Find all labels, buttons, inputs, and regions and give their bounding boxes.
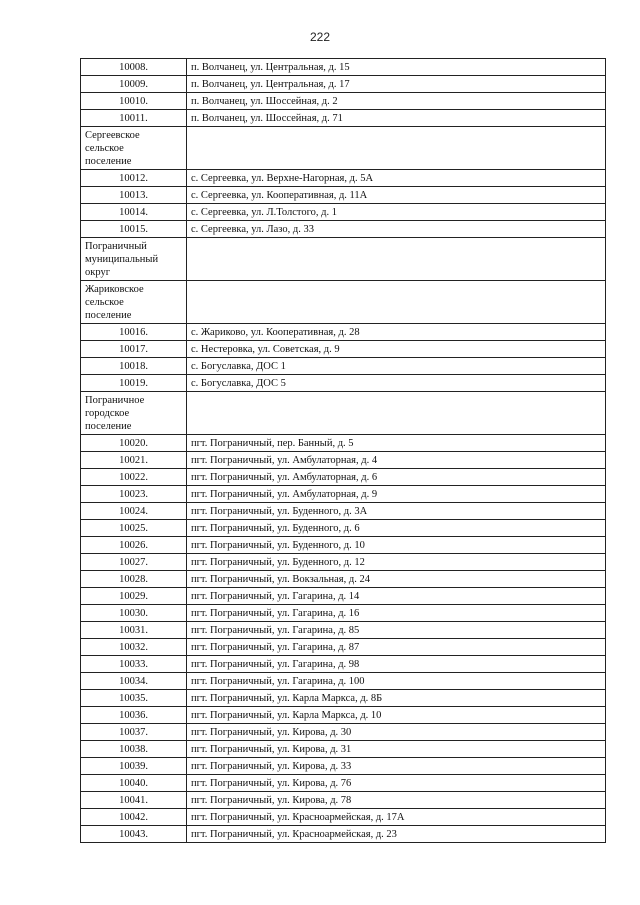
entry-address: с. Сергеевка, ул. Л.Толстого, д. 1	[187, 204, 606, 221]
entry-address: пгт. Пограничный, ул. Кирова, д. 33	[187, 758, 606, 775]
entry-number: 10015.	[81, 221, 187, 238]
region-name-line: поселение	[85, 156, 132, 167]
table-row	[81, 673, 606, 690]
table-row	[81, 170, 606, 187]
entry-address: с. Сергеевка, ул. Кооперативная, д. 11А	[187, 187, 606, 204]
entry-address: пгт. Пограничный, ул. Амбулаторная, д. 6	[187, 469, 606, 486]
entry-address: пгт. Пограничный, ул. Вокзальная, д. 24	[187, 571, 606, 588]
table-row	[81, 187, 606, 204]
entry-number: 10021.	[81, 452, 187, 469]
table-row	[81, 622, 606, 639]
table-row	[81, 775, 606, 792]
region-header-row	[81, 392, 606, 435]
entry-address: п. Волчанец, ул. Шоссейная, д. 71	[187, 110, 606, 127]
region-name-line: сельское	[85, 297, 124, 308]
entry-number: 10025.	[81, 520, 187, 537]
entry-number: 10017.	[81, 341, 187, 358]
table-row	[81, 59, 606, 76]
entry-number: 10028.	[81, 571, 187, 588]
table-row	[81, 93, 606, 110]
table-row	[81, 375, 606, 392]
entry-address: с. Богуславка, ДОС 1	[187, 358, 606, 375]
region-name-line: муниципальный	[85, 254, 159, 265]
region-name-line: Жариковское	[85, 284, 144, 295]
entry-number: 10032.	[81, 639, 187, 656]
table-row	[81, 435, 606, 452]
entry-number: 10033.	[81, 656, 187, 673]
entry-address: пгт. Пограничный, ул. Буденного, д. 12	[187, 554, 606, 571]
entry-address: пгт. Пограничный, ул. Буденного, д. 10	[187, 537, 606, 554]
empty-cell	[187, 238, 606, 281]
entry-number: 10016.	[81, 324, 187, 341]
entry-address: п. Волчанец, ул. Центральная, д. 15	[187, 59, 606, 76]
entry-number: 10041.	[81, 792, 187, 809]
entry-number: 10014.	[81, 204, 187, 221]
entry-number: 10012.	[81, 170, 187, 187]
entry-address: пгт. Пограничный, ул. Кирова, д. 76	[187, 775, 606, 792]
entry-number: 10026.	[81, 537, 187, 554]
entry-number: 10011.	[81, 110, 187, 127]
entry-address: пгт. Пограничный, ул. Карла Маркса, д. 10	[187, 707, 606, 724]
entry-address: пгт. Пограничный, ул. Амбулаторная, д. 9	[187, 486, 606, 503]
region-name-line: поселение	[85, 421, 132, 432]
table-row	[81, 724, 606, 741]
region-name	[81, 281, 187, 324]
entry-number: 10019.	[81, 375, 187, 392]
empty-cell	[187, 392, 606, 435]
table-row	[81, 554, 606, 571]
entry-number: 10029.	[81, 588, 187, 605]
page-number: 222	[309, 30, 331, 44]
entry-address: п. Волчанец, ул. Шоссейная, д. 2	[187, 93, 606, 110]
entry-address: пгт. Пограничный, ул. Гагарина, д. 85	[187, 622, 606, 639]
table-row	[81, 588, 606, 605]
entry-address: п. Волчанец, ул. Центральная, д. 17	[187, 76, 606, 93]
table-row	[81, 741, 606, 758]
table-row	[81, 341, 606, 358]
entry-number: 10010.	[81, 93, 187, 110]
table-row	[81, 605, 606, 622]
entry-number: 10031.	[81, 622, 187, 639]
region-name	[81, 238, 187, 281]
entry-address: пгт. Пограничный, ул. Гагарина, д. 87	[187, 639, 606, 656]
entry-number: 10035.	[81, 690, 187, 707]
empty-cell	[187, 281, 606, 324]
entry-number: 10009.	[81, 76, 187, 93]
entry-address: с. Сергеевка, ул. Верхне-Нагорная, д. 5А	[187, 170, 606, 187]
entry-number: 10024.	[81, 503, 187, 520]
region-name-line: Пограничный	[85, 241, 147, 252]
entry-address: с. Богуславка, ДОС 5	[187, 375, 606, 392]
entry-address: пгт. Пограничный, ул. Буденного, д. 6	[187, 520, 606, 537]
entry-number: 10027.	[81, 554, 187, 571]
region-name-line: Пограничное	[85, 395, 145, 406]
table-row	[81, 792, 606, 809]
entry-number: 10038.	[81, 741, 187, 758]
entry-address: с. Нестеровка, ул. Советская, д. 9	[187, 341, 606, 358]
entry-number: 10034.	[81, 673, 187, 690]
table-row	[81, 571, 606, 588]
entry-number: 10042.	[81, 809, 187, 826]
entry-address: пгт. Пограничный, ул. Буденного, д. 3А	[187, 503, 606, 520]
entry-address: пгт. Пограничный, ул. Карла Маркса, д. 8Б	[187, 690, 606, 707]
region-name-line: Сергеевское	[85, 130, 140, 141]
entry-address: пгт. Пограничный, ул. Гагарина, д. 98	[187, 656, 606, 673]
table-row	[81, 110, 606, 127]
entry-address: с. Жариково, ул. Кооперативная, д. 28	[187, 324, 606, 341]
region-name	[81, 392, 187, 435]
entry-number: 10043.	[81, 826, 187, 843]
entry-address: пгт. Пограничный, ул. Гагарина, д. 14	[187, 588, 606, 605]
table-row	[81, 486, 606, 503]
entry-address: пгт. Пограничный, ул. Кирова, д. 31	[187, 741, 606, 758]
entry-number: 10018.	[81, 358, 187, 375]
entry-number: 10039.	[81, 758, 187, 775]
entry-number: 10030.	[81, 605, 187, 622]
table-row	[81, 358, 606, 375]
entry-address: пгт. Пограничный, ул. Гагарина, д. 16	[187, 605, 606, 622]
table-row	[81, 469, 606, 486]
entry-address: с. Сергеевка, ул. Лазо, д. 33	[187, 221, 606, 238]
region-header-row	[81, 281, 606, 324]
table-row	[81, 639, 606, 656]
address-table	[80, 58, 606, 843]
region-name	[81, 127, 187, 170]
entry-address: пгт. Пограничный, ул. Красноармейская, д. 23	[187, 826, 606, 843]
entry-address: пгт. Пограничный, ул. Красноармейская, д. 17А	[187, 809, 606, 826]
table-row	[81, 204, 606, 221]
entry-number: 10022.	[81, 469, 187, 486]
entry-number: 10023.	[81, 486, 187, 503]
table-row	[81, 452, 606, 469]
entry-address: пгт. Пограничный, пер. Банный, д. 5	[187, 435, 606, 452]
table-row	[81, 707, 606, 724]
region-name-line: поселение	[85, 310, 132, 321]
table-row	[81, 690, 606, 707]
table-row	[81, 758, 606, 775]
table-row	[81, 324, 606, 341]
entry-number: 10013.	[81, 187, 187, 204]
entry-number: 10040.	[81, 775, 187, 792]
entry-number: 10036.	[81, 707, 187, 724]
entry-number: 10020.	[81, 435, 187, 452]
table-row	[81, 656, 606, 673]
entry-number: 10037.	[81, 724, 187, 741]
empty-cell	[187, 127, 606, 170]
region-header-row	[81, 238, 606, 281]
table-row	[81, 520, 606, 537]
table-row	[81, 809, 606, 826]
region-name-line: городское	[85, 408, 130, 419]
region-header-row	[81, 127, 606, 170]
entry-number: 10008.	[81, 59, 187, 76]
table-row	[81, 221, 606, 238]
table-row	[81, 826, 606, 843]
region-name-line: сельское	[85, 143, 124, 154]
region-name-line: округ	[85, 267, 111, 278]
entry-address: пгт. Пограничный, ул. Кирова, д. 78	[187, 792, 606, 809]
entry-address: пгт. Пограничный, ул. Амбулаторная, д. 4	[187, 452, 606, 469]
table-row	[81, 76, 606, 93]
address-table-body	[81, 59, 606, 843]
entry-address: пгт. Пограничный, ул. Кирова, д. 30	[187, 724, 606, 741]
table-row	[81, 537, 606, 554]
entry-address: пгт. Пограничный, ул. Гагарина, д. 100	[187, 673, 606, 690]
table-row	[81, 503, 606, 520]
